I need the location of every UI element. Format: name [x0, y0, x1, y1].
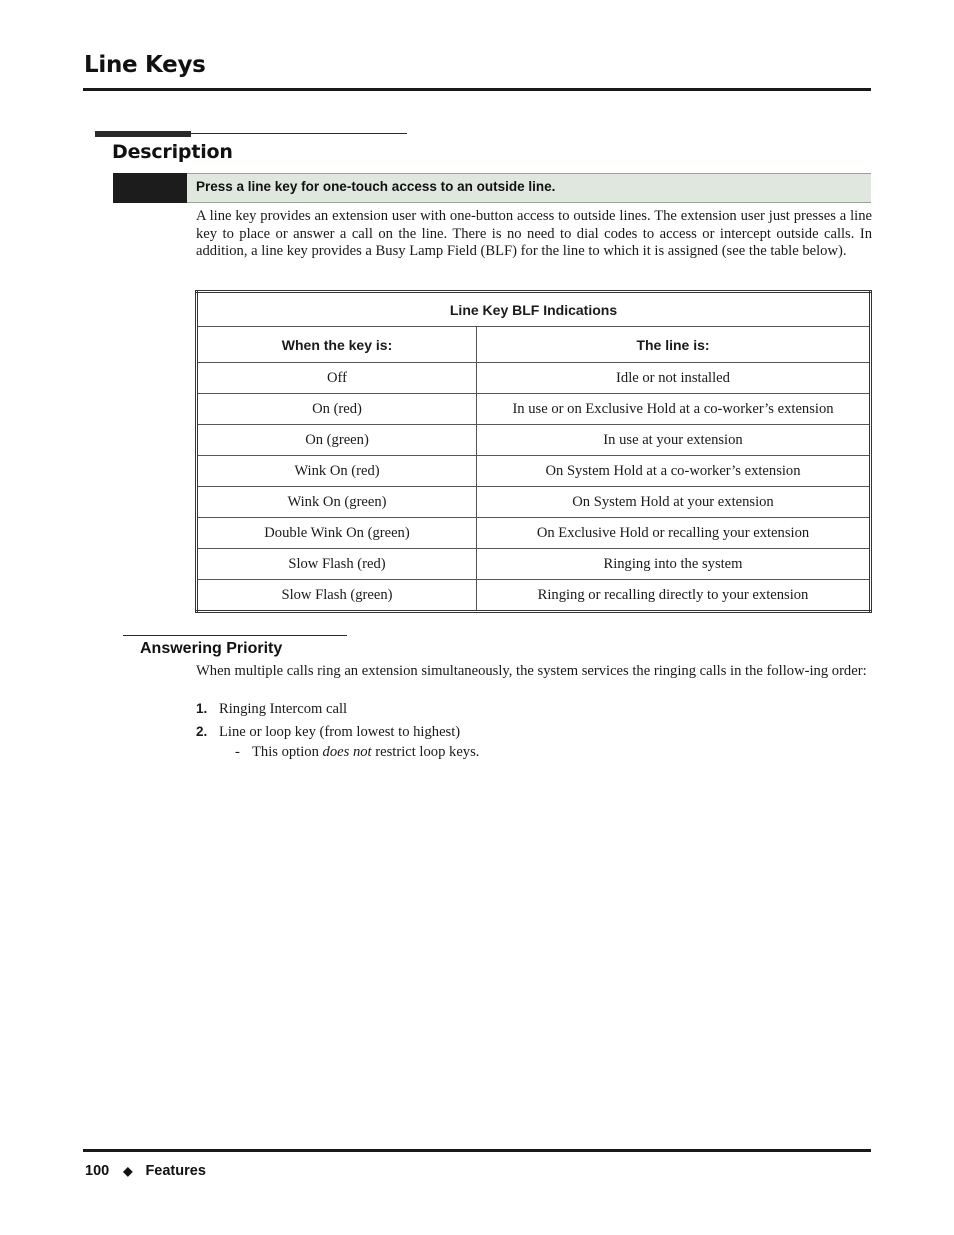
table-row	[197, 487, 871, 518]
summary-text: Press a line key for one-touch access to an outside line.	[196, 179, 556, 194]
summary-tab	[113, 173, 187, 203]
table-row	[197, 456, 871, 487]
list-number: 1.	[196, 701, 208, 716]
header-rule	[83, 88, 871, 91]
table-row	[197, 425, 871, 456]
table-row	[197, 394, 871, 425]
sub-item-emphasis: does not	[322, 744, 372, 760]
key-state-cell: On (green)	[197, 425, 477, 456]
sub-list-item	[235, 744, 479, 761]
line-state-cell: On Exclusive Hold or recalling your extension	[477, 518, 871, 549]
page-footer	[85, 1163, 206, 1179]
line-state-cell: In use at your extension	[477, 425, 871, 456]
key-state-cell: Slow Flash (red)	[197, 549, 477, 580]
key-state-cell: Double Wink On (green)	[197, 518, 477, 549]
list-text: Ringing Intercom call	[219, 701, 348, 717]
list-number: 2.	[196, 724, 208, 739]
column-header-key: When the key is:	[197, 327, 477, 363]
subsection-title: Answering Priority	[140, 640, 283, 657]
page-header-title: Line Keys	[84, 52, 206, 78]
summary-box	[187, 173, 871, 203]
key-state-cell: On (red)	[197, 394, 477, 425]
list-text: Line or loop key (from lowest to highest)	[219, 724, 461, 740]
table-row	[197, 549, 871, 580]
blf-table	[195, 290, 872, 613]
table-row	[197, 363, 871, 394]
footer-section: Features	[145, 1163, 206, 1179]
line-state-cell: On System Hold at your extension	[477, 487, 871, 518]
answering-paragraph: When multiple calls ring an extension simultaneously, the system services the ringing calls in the follow-ing order:	[196, 663, 867, 679]
summary-banner	[113, 173, 871, 203]
page-number: 100	[85, 1163, 110, 1179]
subsection-rule	[123, 635, 347, 636]
section-bar-thin	[191, 133, 407, 134]
sub-item-text-before: This option	[252, 744, 323, 760]
line-state-cell: On System Hold at a co-worker’s extension	[477, 456, 871, 487]
key-state-cell: Off	[197, 363, 477, 394]
key-state-cell: Wink On (red)	[197, 456, 477, 487]
key-state-cell: Wink On (green)	[197, 487, 477, 518]
section-title: Description	[112, 141, 233, 163]
table-row	[197, 518, 871, 549]
footer-rule	[83, 1149, 871, 1152]
section-bar-thick	[95, 131, 191, 137]
dash-bullet: -	[235, 744, 240, 760]
diamond-icon: ◆	[123, 1164, 133, 1178]
line-state-cell: Ringing into the system	[477, 549, 871, 580]
description-paragraph: A line key provides an extension user with one-button access to outside lines. The extension user just presses a line key to place or answer a call on the line. There is no need to dial codes to access or intercept outside calls. In addition, a line key provides a Busy Lamp Field (BLF) for the line to which it is assigned (see the table below).	[196, 208, 872, 259]
line-state-cell: In use or on Exclusive Hold at a co-worker’s extension	[477, 394, 871, 425]
sub-item-text-after: restrict loop keys.	[371, 744, 480, 760]
list-item	[196, 701, 347, 718]
table-row	[197, 580, 871, 612]
line-state-cell: Idle or not installed	[477, 363, 871, 394]
table-caption: Line Key BLF Indications	[197, 292, 871, 327]
line-state-cell: Ringing or recalling directly to your extension	[477, 580, 871, 612]
key-state-cell: Slow Flash (green)	[197, 580, 477, 612]
column-header-line: The line is:	[477, 327, 871, 363]
list-item	[196, 724, 460, 741]
